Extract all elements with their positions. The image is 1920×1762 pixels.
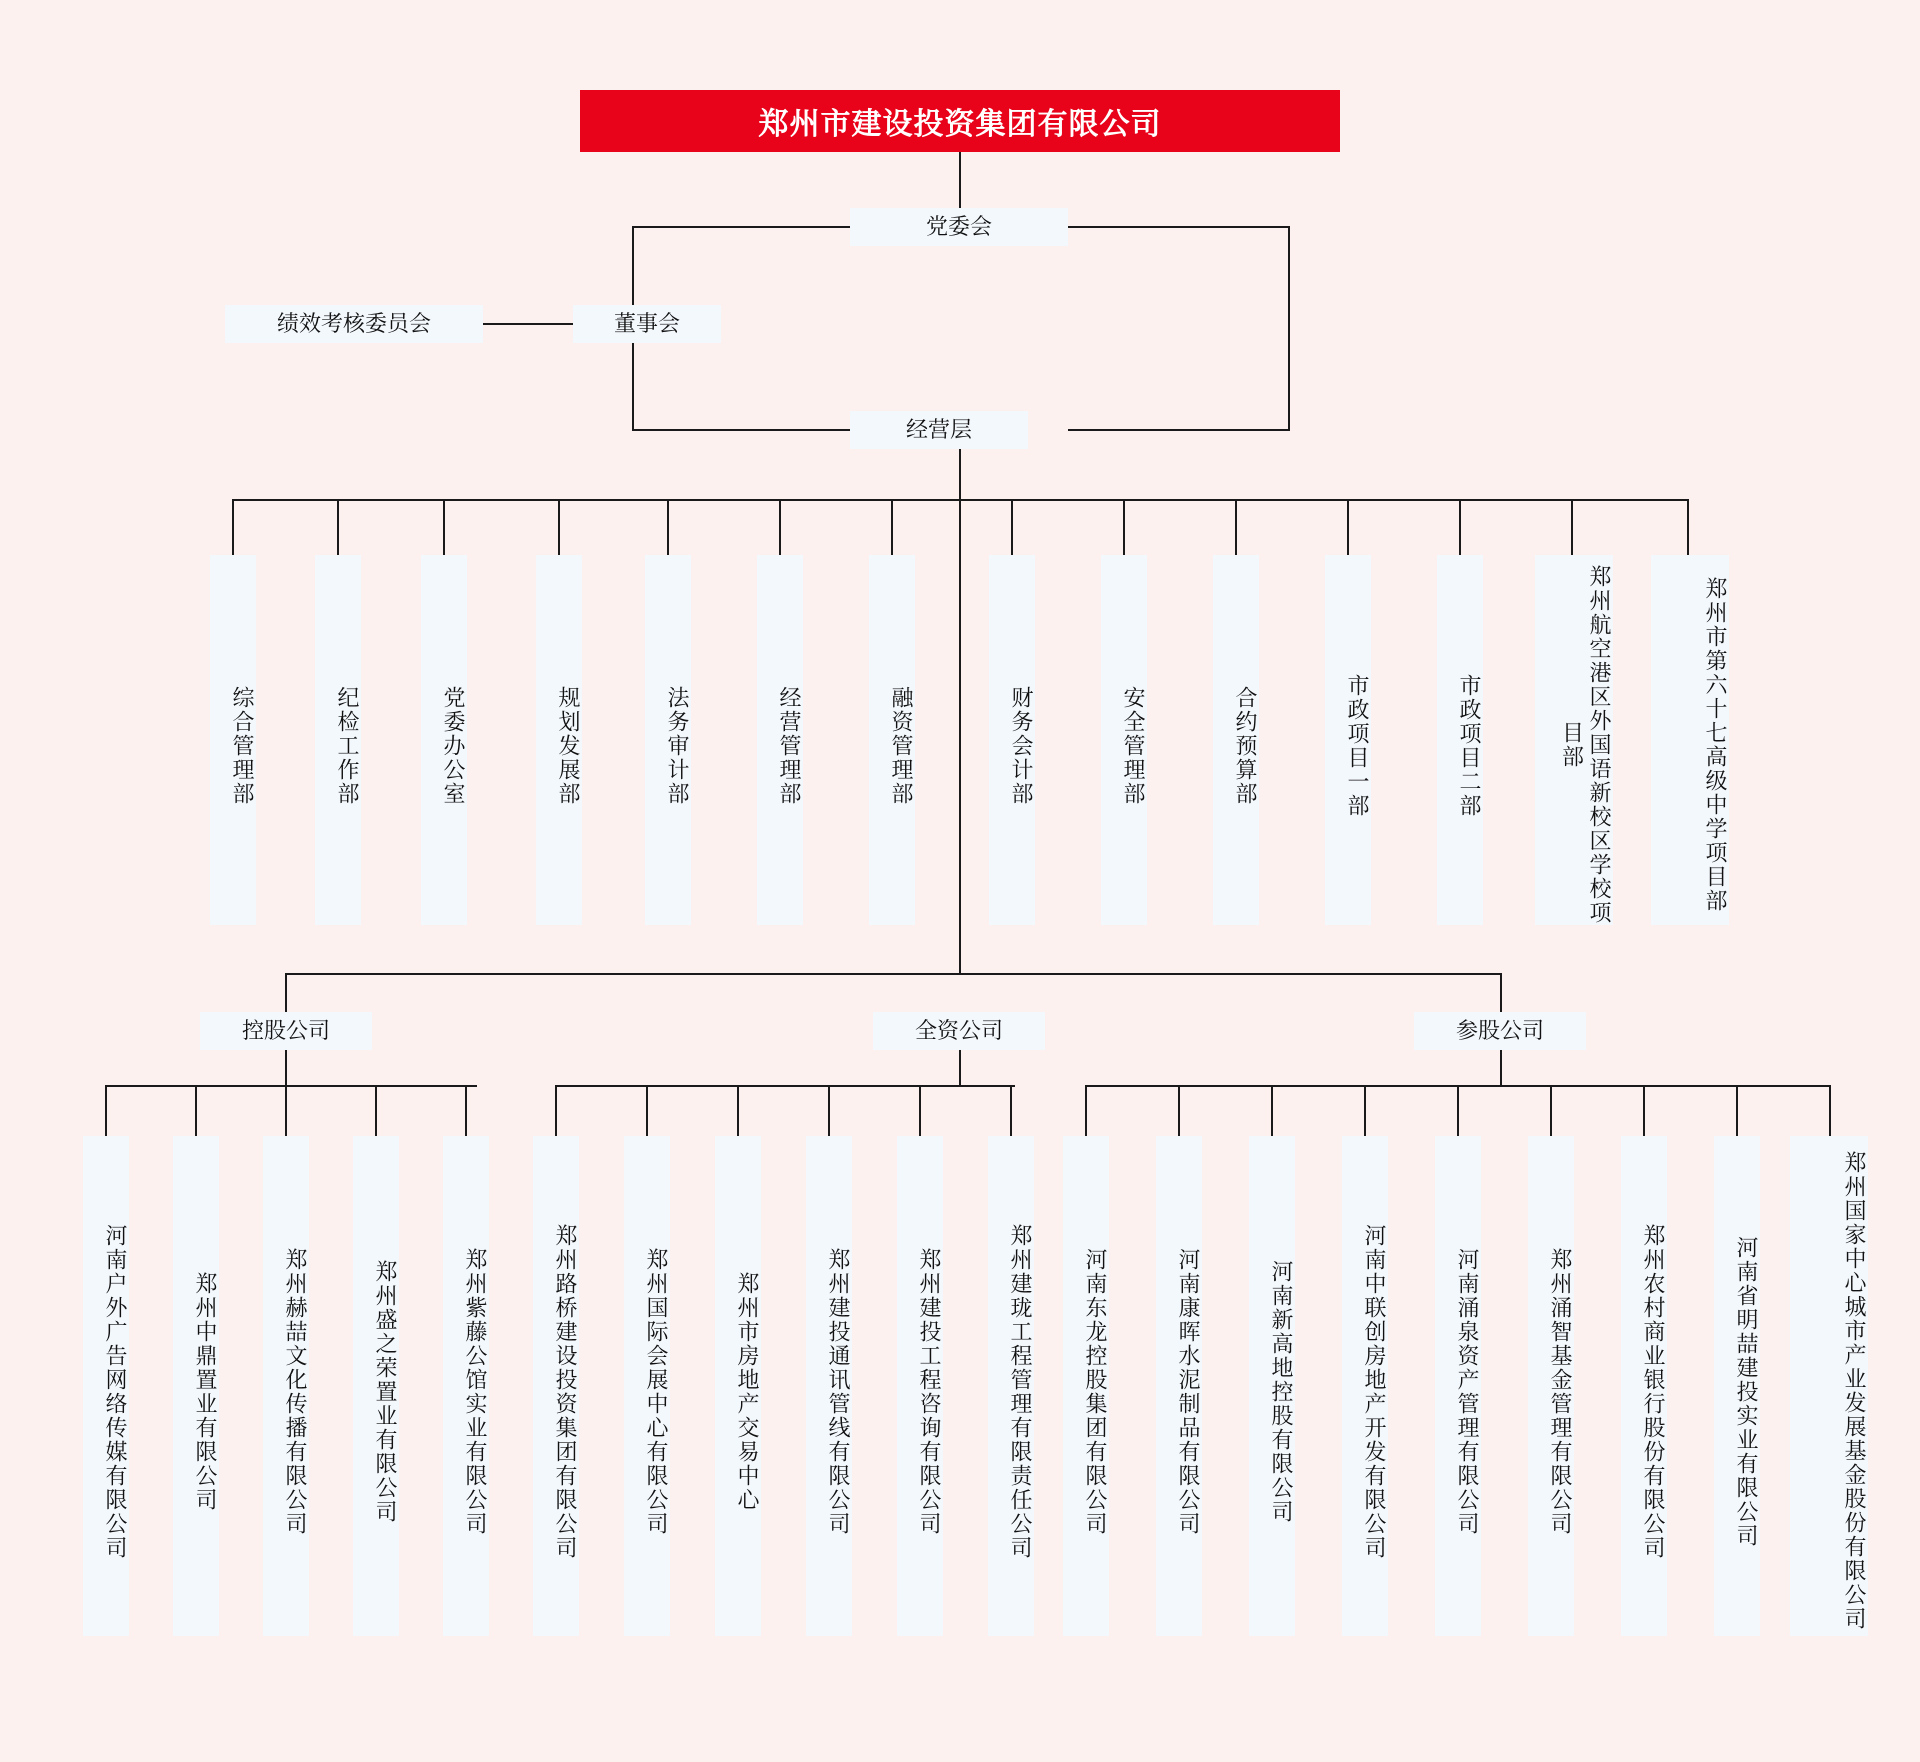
company-box: 河南省明喆建投实业有限公司 bbox=[1714, 1136, 1760, 1636]
connector bbox=[285, 1085, 287, 1137]
dept-box: 财务会计部 bbox=[989, 555, 1035, 925]
company-box: 郑州赫喆文化传播有限公司 bbox=[263, 1136, 309, 1636]
connector bbox=[555, 1085, 1015, 1087]
company-box: 郑州建投工程咨询有限公司 bbox=[897, 1136, 943, 1636]
company-box: 河南康晖水泥制品有限公司 bbox=[1156, 1136, 1202, 1636]
group-label-wholly-owned: 全资公司 bbox=[873, 1012, 1045, 1050]
company-box: 河南东龙控股集团有限公司 bbox=[1063, 1136, 1109, 1636]
connector bbox=[667, 499, 669, 555]
connector bbox=[375, 1085, 377, 1137]
company-box: 郑州涌智基金管理有限公司 bbox=[1528, 1136, 1574, 1636]
connector bbox=[919, 1085, 921, 1137]
connector bbox=[1085, 1085, 1087, 1137]
dept-box: 法务审计部 bbox=[645, 555, 691, 925]
connector bbox=[1457, 1085, 1459, 1137]
connector bbox=[737, 1085, 739, 1137]
connector bbox=[195, 1085, 197, 1137]
dept-box: 融资管理部 bbox=[869, 555, 915, 925]
connector bbox=[1235, 499, 1237, 555]
dept-box: 市政项目一部 bbox=[1325, 555, 1371, 925]
company-box: 河南涌泉资产管理有限公司 bbox=[1435, 1136, 1481, 1636]
dept-box: 郑州航空港区外国语新校区学校项目部 bbox=[1535, 555, 1613, 925]
connector bbox=[1068, 429, 1290, 431]
company-box: 河南户外广告网络传媒有限公司 bbox=[83, 1136, 129, 1636]
company-box: 郑州国际会展中心有限公司 bbox=[624, 1136, 670, 1636]
connector bbox=[1123, 499, 1125, 555]
connector bbox=[1347, 499, 1349, 555]
connector bbox=[646, 1085, 648, 1137]
company-box: 河南新高地控股有限公司 bbox=[1249, 1136, 1295, 1636]
connector bbox=[105, 1085, 477, 1087]
company-box: 郑州中鼎置业有限公司 bbox=[173, 1136, 219, 1636]
company-title: 郑州市建设投资集团有限公司 bbox=[580, 90, 1340, 152]
company-box: 郑州路桥建设投资集团有限公司 bbox=[533, 1136, 579, 1636]
connector bbox=[483, 323, 573, 325]
connector bbox=[1500, 1050, 1502, 1086]
connector bbox=[828, 1085, 830, 1137]
node-board: 董事会 bbox=[573, 305, 721, 343]
connector bbox=[1550, 1085, 1552, 1137]
connector bbox=[337, 499, 339, 555]
connector bbox=[1288, 226, 1290, 431]
company-box: 郑州盛之荣置业有限公司 bbox=[353, 1136, 399, 1636]
connector bbox=[632, 226, 850, 228]
connector bbox=[1571, 499, 1573, 555]
company-box: 郑州紫藤公馆实业有限公司 bbox=[443, 1136, 489, 1636]
company-box: 郑州建投通讯管线有限公司 bbox=[806, 1136, 852, 1636]
connector bbox=[1364, 1085, 1366, 1137]
connector bbox=[959, 449, 961, 500]
connector bbox=[285, 973, 1500, 975]
dept-box: 安全管理部 bbox=[1101, 555, 1147, 925]
connector bbox=[232, 499, 234, 555]
connector bbox=[1736, 1085, 1738, 1137]
connector bbox=[443, 499, 445, 555]
connector bbox=[1687, 499, 1689, 555]
company-box: 郑州国家中心城市产业发展基金股份有限公司 bbox=[1790, 1136, 1868, 1636]
connector bbox=[558, 499, 560, 555]
connector bbox=[959, 1050, 961, 1086]
dept-box: 综合管理部 bbox=[210, 555, 256, 925]
node-party-committee: 党委会 bbox=[850, 208, 1068, 246]
company-box: 郑州农村商业银行股份有限公司 bbox=[1621, 1136, 1667, 1636]
dept-box: 经营管理部 bbox=[757, 555, 803, 925]
connector bbox=[779, 499, 781, 555]
dept-box: 市政项目二部 bbox=[1437, 555, 1483, 925]
connector bbox=[1010, 1085, 1012, 1137]
group-label-equity: 参股公司 bbox=[1414, 1012, 1586, 1050]
dept-box: 合约预算部 bbox=[1213, 555, 1259, 925]
dept-box: 党委办公室 bbox=[421, 555, 467, 925]
connector bbox=[285, 1050, 287, 1086]
connector bbox=[959, 499, 961, 975]
connector bbox=[632, 429, 850, 431]
company-box: 郑州市房地产交易中心 bbox=[715, 1136, 761, 1636]
connector bbox=[891, 499, 893, 555]
connector bbox=[1459, 499, 1461, 555]
dept-box: 纪检工作部 bbox=[315, 555, 361, 925]
dept-box: 郑州市第六十七高级中学项目部 bbox=[1651, 555, 1729, 925]
company-box: 河南中联创房地产开发有限公司 bbox=[1342, 1136, 1388, 1636]
connector bbox=[1500, 973, 1502, 1015]
connector bbox=[1829, 1085, 1831, 1137]
connector bbox=[1178, 1085, 1180, 1137]
connector bbox=[555, 1085, 557, 1137]
connector bbox=[465, 1085, 467, 1137]
connector bbox=[1068, 226, 1290, 228]
dept-box: 规划发展部 bbox=[536, 555, 582, 925]
node-performance-committee: 绩效考核委员会 bbox=[225, 305, 483, 343]
connector bbox=[105, 1085, 107, 1137]
connector bbox=[1271, 1085, 1273, 1137]
company-box: 郑州建珑工程管理有限责任公司 bbox=[988, 1136, 1034, 1636]
group-label-holding: 控股公司 bbox=[200, 1012, 372, 1050]
connector bbox=[285, 973, 287, 1015]
connector bbox=[1011, 499, 1013, 555]
connector bbox=[1643, 1085, 1645, 1137]
node-management: 经营层 bbox=[850, 411, 1028, 449]
